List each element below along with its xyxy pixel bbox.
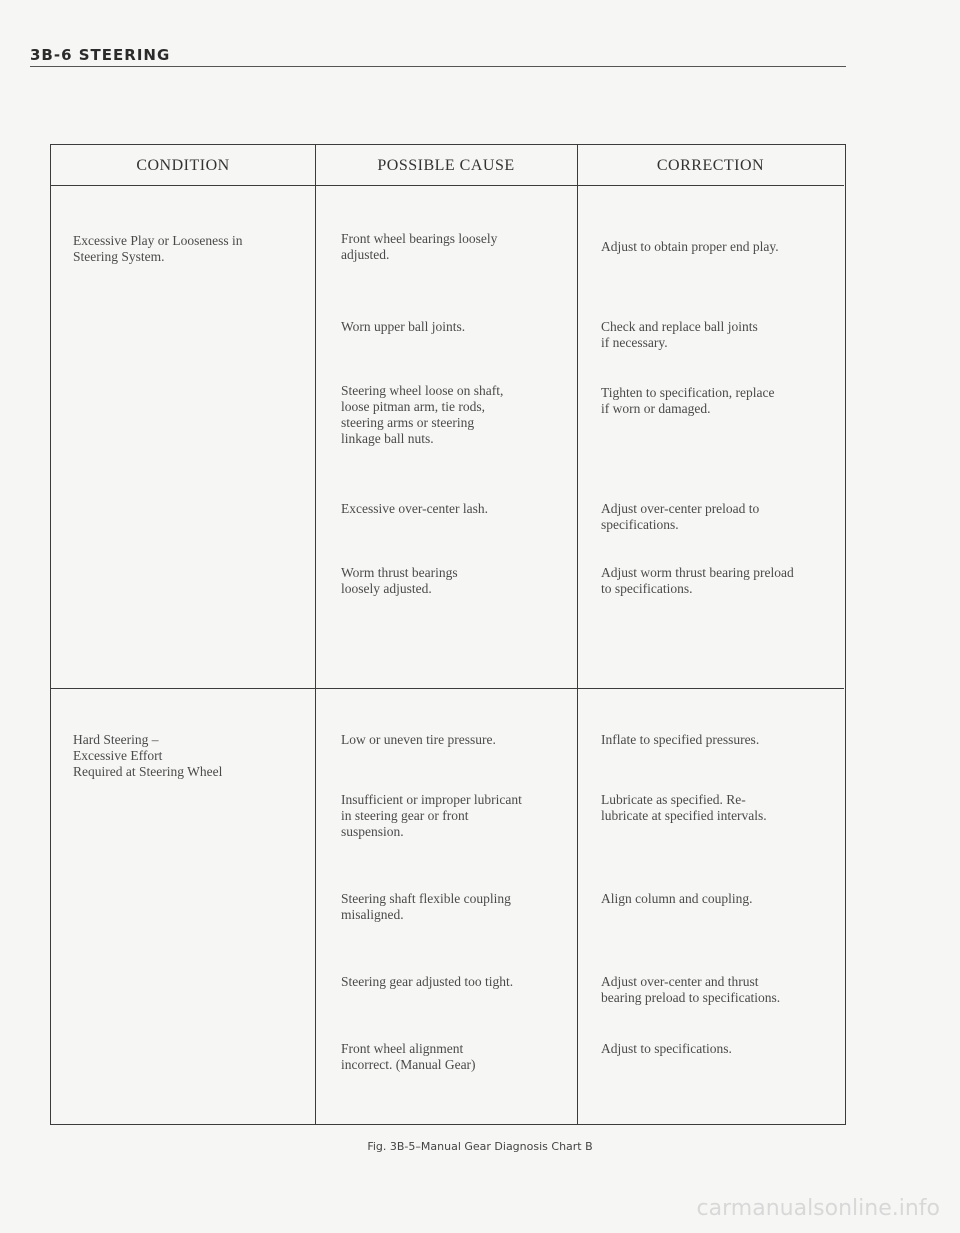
header-possible-cause: POSSIBLE CAUSE: [377, 157, 515, 174]
correction-cell: Adjust over-center and thrust bearing preload to specifications.: [601, 974, 781, 1005]
cause-cell: Low or uneven tire pressure.: [341, 732, 496, 747]
cause-cell: Steering wheel loose on shaft, loose pitman arm, tie rods, steering arms or steering linkage ball nuts.: [341, 383, 504, 446]
correction-cell: Lubricate as specified. Re- lubricate at specified intervals.: [601, 792, 767, 823]
correction-cell: Inflate to specified pressures.: [601, 732, 760, 747]
figure-caption: Fig. 3B-5–Manual Gear Diagnosis Chart B: [367, 1140, 593, 1153]
cause-cell: Insufficient or improper lubricant in steering gear or front suspension.: [341, 792, 522, 839]
watermark: carmanualsonline.info: [696, 1196, 940, 1221]
correction-cell: Adjust to obtain proper end play.: [601, 239, 779, 254]
correction-cell: Align column and coupling.: [601, 891, 753, 906]
column-divider: [315, 145, 316, 1124]
condition-cell: Hard Steering – Excessive Effort Required at Steering Wheel: [73, 732, 223, 779]
section-divider: [51, 688, 844, 689]
cause-cell: Steering gear adjusted too tight.: [341, 974, 514, 989]
correction-cell: Tighten to specification, replace if worn or damaged.: [601, 385, 775, 416]
header-divider: [51, 185, 844, 186]
cause-cell: Excessive over-center lash.: [341, 501, 489, 516]
diagnosis-chart: [50, 144, 846, 1125]
correction-cell: Adjust worm thrust bearing preload to specifications.: [601, 565, 794, 596]
cause-cell: Front wheel bearings loosely adjusted.: [341, 231, 498, 262]
column-divider: [577, 145, 578, 1124]
header-condition: CONDITION: [136, 157, 230, 174]
cause-cell: Front wheel alignment incorrect. (Manual Gear): [341, 1041, 476, 1072]
cause-cell: Worm thrust bearings loosely adjusted.: [341, 565, 458, 596]
condition-cell: Excessive Play or Looseness in Steering System.: [73, 233, 243, 264]
header-correction: CORRECTION: [656, 157, 765, 174]
page-header: 3B-6 STEERING: [30, 46, 171, 64]
header-rule: [30, 66, 846, 67]
correction-cell: Adjust to specifications.: [601, 1041, 732, 1056]
cause-cell: Steering shaft flexible coupling misaligned.: [341, 891, 511, 922]
correction-cell: Check and replace ball joints if necessary.: [601, 319, 758, 350]
correction-cell: Adjust over-center preload to specifications.: [601, 501, 760, 532]
cause-cell: Worn upper ball joints.: [341, 319, 466, 334]
